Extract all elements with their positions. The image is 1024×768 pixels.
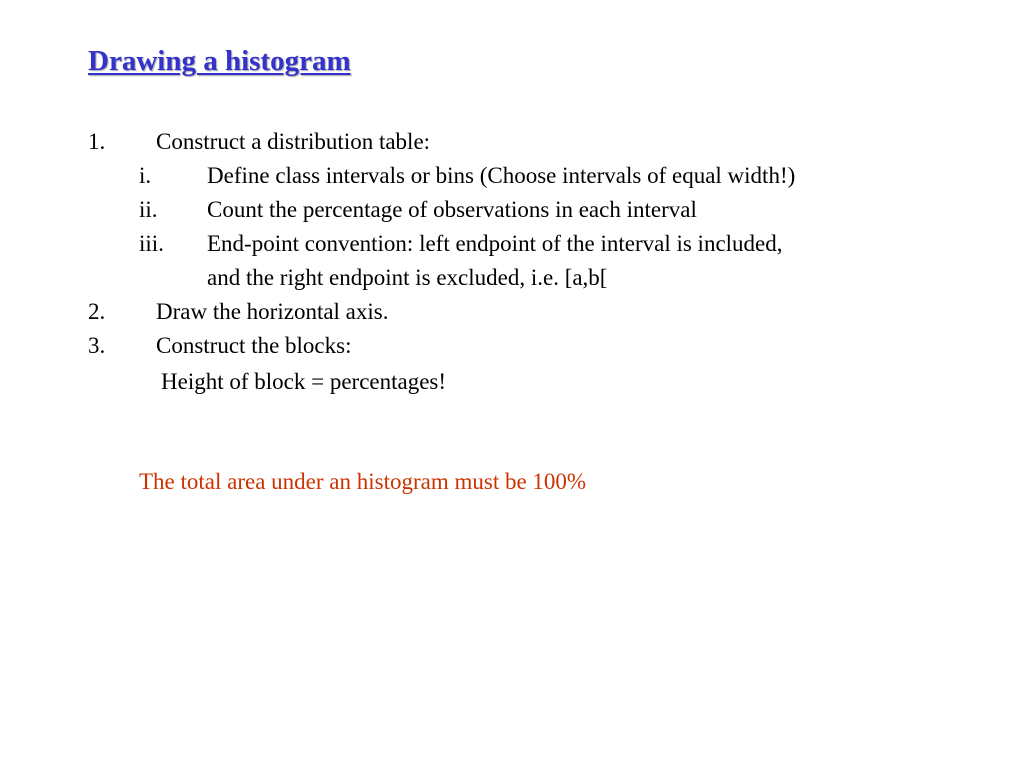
step-3-text: Construct the blocks: (156, 333, 352, 358)
substep-iii-text-line-2: and the right endpoint is excluded, i.e. [a,b[ (207, 265, 608, 290)
substep-i-number: i. (139, 163, 152, 188)
step-2-text: Draw the horizontal axis. (156, 299, 389, 324)
step-2-number: 2. (88, 299, 106, 324)
substep-iii-number: iii. (139, 231, 164, 256)
step-1-number: 1. (88, 129, 106, 154)
slide-title: Drawing a histogram (88, 45, 351, 77)
step-3-number: 3. (88, 333, 106, 358)
substep-ii-number: ii. (139, 197, 158, 222)
step-3-detail: Height of block = percentages! (161, 369, 447, 394)
substep-ii-text: Count the percentage of observations in each interval (207, 197, 697, 222)
step-1-text: Construct a distribution table: (156, 129, 431, 154)
substep-i-text: Define class intervals or bins (Choose intervals of equal width!) (207, 163, 796, 188)
histogram-area-note: The total area under an histogram must be 100% (139, 469, 587, 494)
substep-iii-text-line-1: End-point convention: left endpoint of the interval is included, (207, 231, 783, 256)
